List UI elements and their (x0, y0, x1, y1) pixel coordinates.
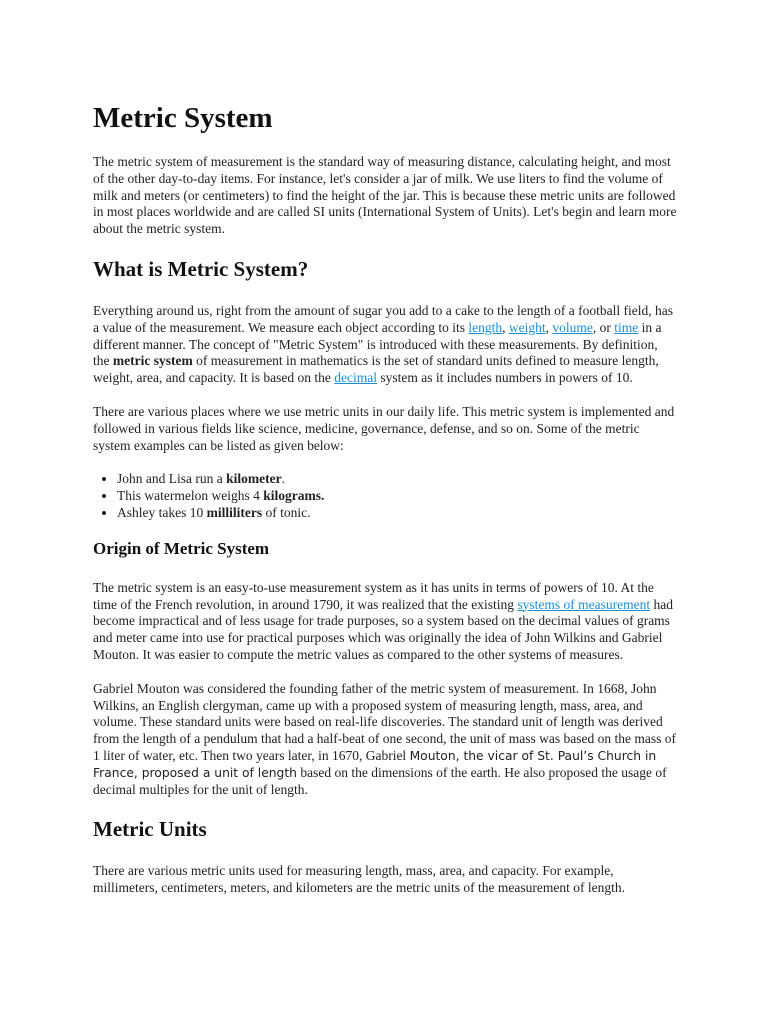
text-span: . (281, 471, 285, 487)
text-span: , or (592, 319, 615, 335)
weight-link[interactable]: weight (508, 319, 546, 335)
time-link[interactable]: time (614, 319, 639, 335)
examples-intro-paragraph: There are various places where we use metric units in our daily life. This metric system is implemented and followed in various fields like science, medicine, governance, defense, and so on. Some of the metric system examples can be listed as given below: (93, 403, 675, 453)
metric-system-bold: metric system (112, 353, 193, 369)
bold-term: milliliters (206, 504, 263, 520)
decimal-link[interactable]: decimal (334, 370, 378, 386)
mono-text-span: Mouton, the vicar of St. Paul’s Church in France, proposed a unit of length (93, 748, 657, 780)
list-item (117, 505, 677, 522)
what-is-metric-heading: What is Metric System? (93, 256, 309, 281)
text-span: in a different manner. The concept of "Metric System" is introduced with these measurements. By definition, the (93, 319, 662, 369)
text-span: Ashley takes 10 (117, 504, 207, 520)
metric-units-paragraph: There are various metric units used for measuring length, mass, area, and capacity. For example, millimeters, centimeters, meters, and kilometers are the metric units of the measurement of length. (93, 863, 625, 896)
text-span: Gabriel Mouton was considered the founding father of the metric system of measurement. In 1668, John Wilkins, an English clergyman, came up with a proposed system of measuring length, mass, area, and volume. These standard units were based on real-life discoveries. The standard unit of length was derived from the length of a pendulum that had a half-beat of one second, the unit of mass was based on the mass of 1 liter of water, etc. Then two years later, in 1670, Gabriel (93, 680, 676, 763)
page-title: Metric System (93, 102, 273, 134)
page-bottom-mask (0, 922, 768, 1024)
metric-units-heading: Metric Units (93, 817, 207, 842)
origin-heading: Origin of Metric System (93, 538, 270, 558)
text-span: John and Lisa run a (117, 471, 227, 487)
text-span: of measurement in mathematics is the set of standard units defined to measure length, weight, area, and capacity. It is based on the (93, 353, 659, 386)
list-item (117, 471, 677, 488)
bold-term: kilograms. (263, 488, 325, 504)
examples-list (93, 471, 677, 521)
origin-paragraph-1 (93, 580, 677, 664)
text-span: had become impractical and of less usage for trade purposes, so a system based on the decimal values of grams and meter came into use for practical purposes which was originally the idea of John Wilkins and Gabriel Mouton. It was easier to compute the metric values as compared to the other systems of measures. (93, 596, 674, 662)
article-content (93, 100, 677, 914)
text-span: system as it includes numbers in powers of 10. (377, 370, 633, 386)
bold-term: kilometer (226, 471, 282, 487)
systems-of-measurement-link[interactable]: systems of measurement (517, 596, 651, 612)
text-span: Everything around us, right from the amount of sugar you add to a cake to the length of a football field, has a value of the measurement. We measure each object according to its (93, 302, 673, 335)
text-span: This watermelon weighs 4 (117, 488, 264, 504)
intro-paragraph: The metric system of measurement is the standard way of measuring distance, calculating height, and most of the other day-to-day items. For instance, let's consider a jar of milk. We use liters to find the volume of milk and meters (or centimeters) to find the height of the jar. This is because these metric units are followed in most places worldwide and are called SI units (International System of Units). Let's begin and learn more about the metric system. (93, 154, 677, 237)
what-is-metric-paragraph (93, 303, 677, 387)
length-link[interactable]: length (468, 319, 503, 335)
origin-paragraph-2 (93, 681, 677, 799)
text-span: , (502, 319, 509, 335)
text-span: of tonic. (262, 504, 311, 520)
text-span: , (545, 319, 553, 335)
text-span: based on the dimensions of the earth. He also proposed the usage of decimal multiples for the unit of length. (93, 764, 667, 797)
volume-link[interactable]: volume (552, 319, 593, 335)
text-span: The metric system is an easy-to-use measurement system as it has units in terms of powers of 10. At the time of the French revolution, in around 1790, it was realized that the existing (93, 579, 654, 612)
list-item (117, 488, 677, 505)
